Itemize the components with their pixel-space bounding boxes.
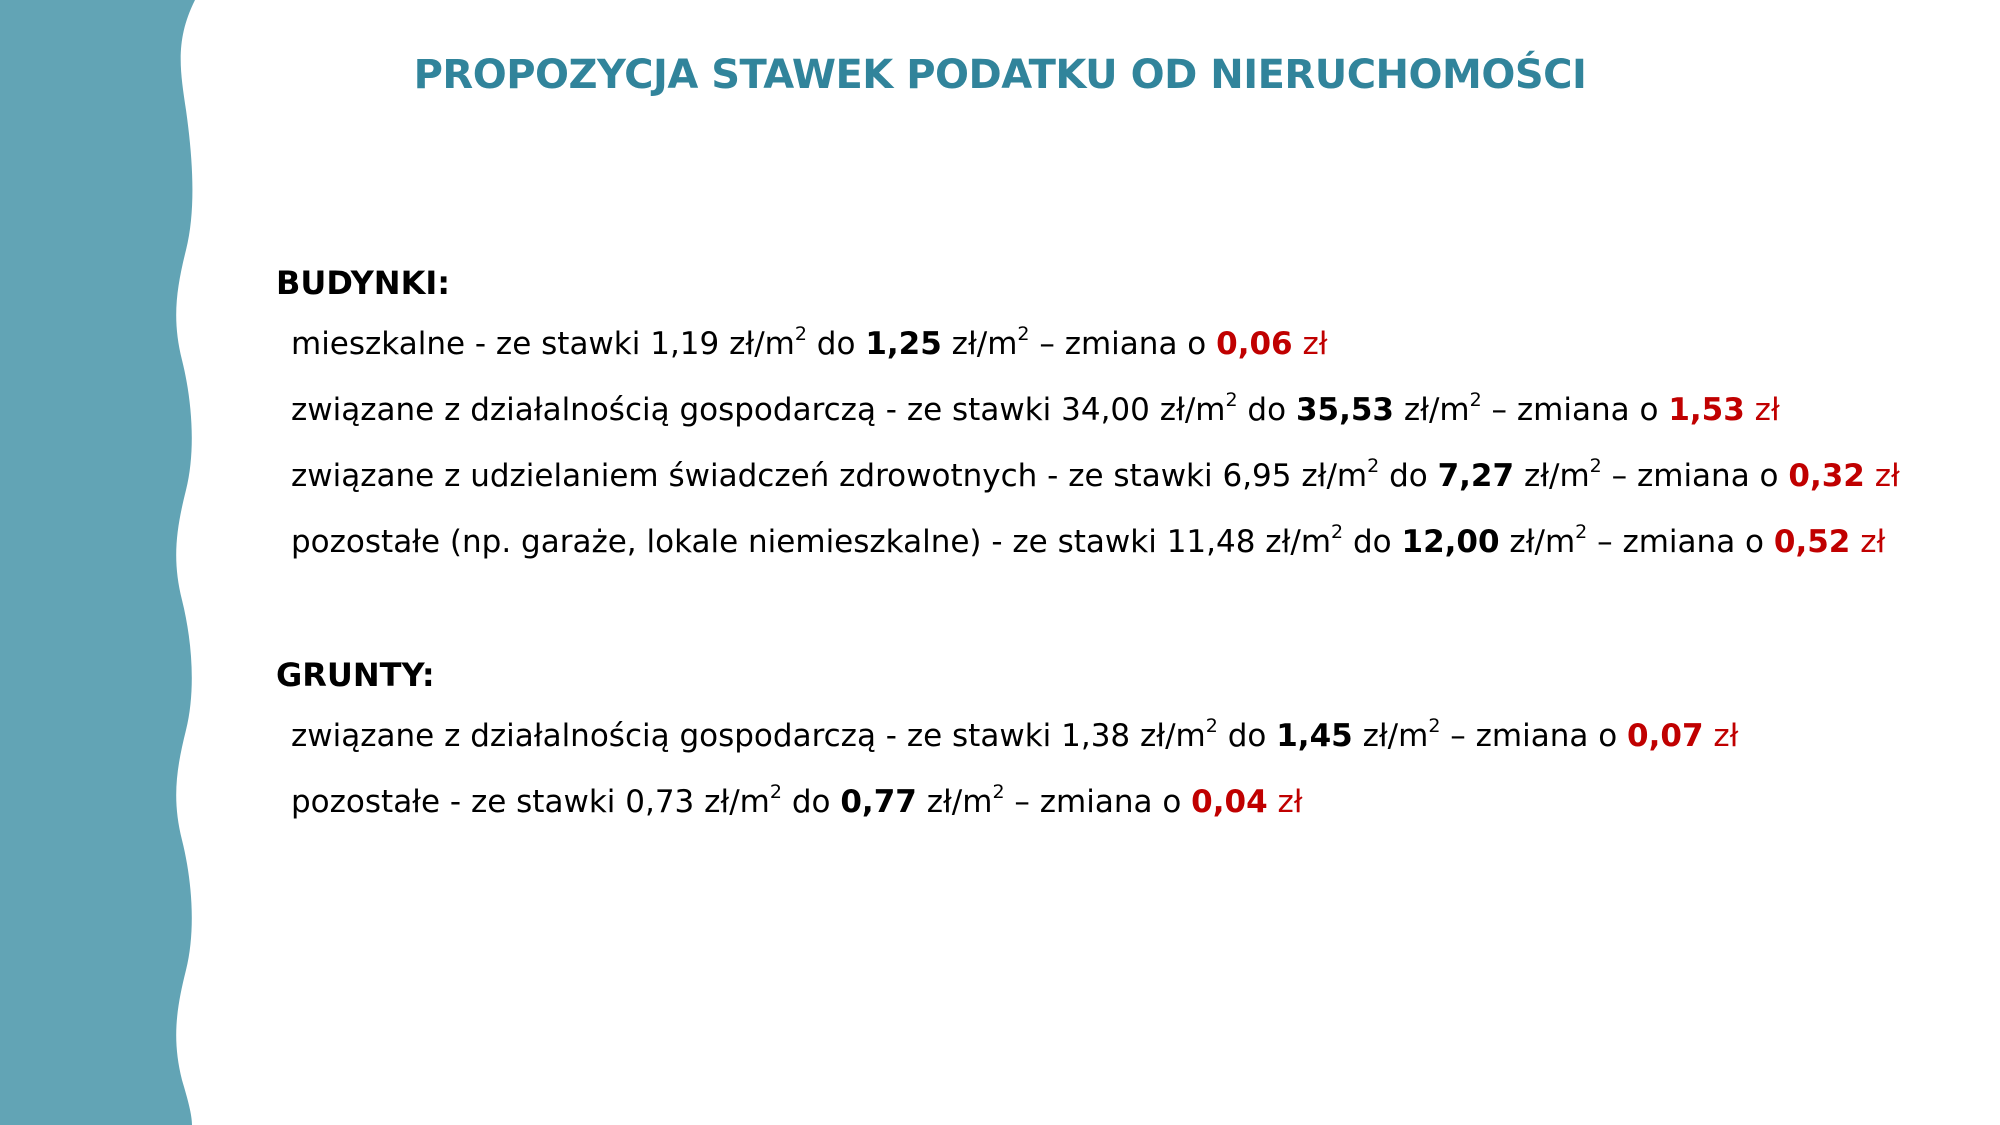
section-heading-grunty: GRUNTY: — [276, 656, 435, 694]
rate-line-budynki-dzialalnosc: związane z działalnością gospodarczą - ze stawki 34,00 $zł/m^2$ do 35,53 $zł/m^2$ – zmiana o 1,53 zł — [291, 389, 1780, 428]
rate-line-budynki-mieszkalne: mieszkalne - ze stawki 1,19 $zł/m^2$ do 1,25 $zł/m^2$ – zmiana o 0,06 zł — [291, 323, 1328, 362]
rate-line-budynki-zdrowotne: związane z udzielaniem świadczeń zdrowotnych - ze stawki 6,95 $zł/m^2$ do 7,27 $zł/m^2$ – zmiana o 0,32 zł — [291, 455, 1900, 494]
rate-line-grunty-dzialalnosc: związane z działalnością gospodarczą - ze stawki 1,38 $zł/m^2$ do 1,45 $zł/m^2$ – zmiana o 0,07 zł — [291, 715, 1739, 754]
decorative-wave-band — [0, 0, 200, 1125]
rate-line-budynki-pozostale: pozostałe (np. garaże, lokale niemieszkalne) - ze stawki 11,48 $zł/m^2$ do 12,00 $zł/m^2$ – zmiana o 0,52 zł — [291, 521, 1886, 560]
rate-line-grunty-pozostale: pozostałe - ze stawki 0,73 $zł/m^2$ do 0,77 $zł/m^2$ – zmiana o 0,04 zł — [291, 781, 1303, 820]
section-heading-budynki: BUDYNKI: — [276, 264, 451, 302]
page-title: PROPOZYCJA STAWEK PODATKU OD NIERUCHOMOŚCI — [413, 52, 1587, 98]
